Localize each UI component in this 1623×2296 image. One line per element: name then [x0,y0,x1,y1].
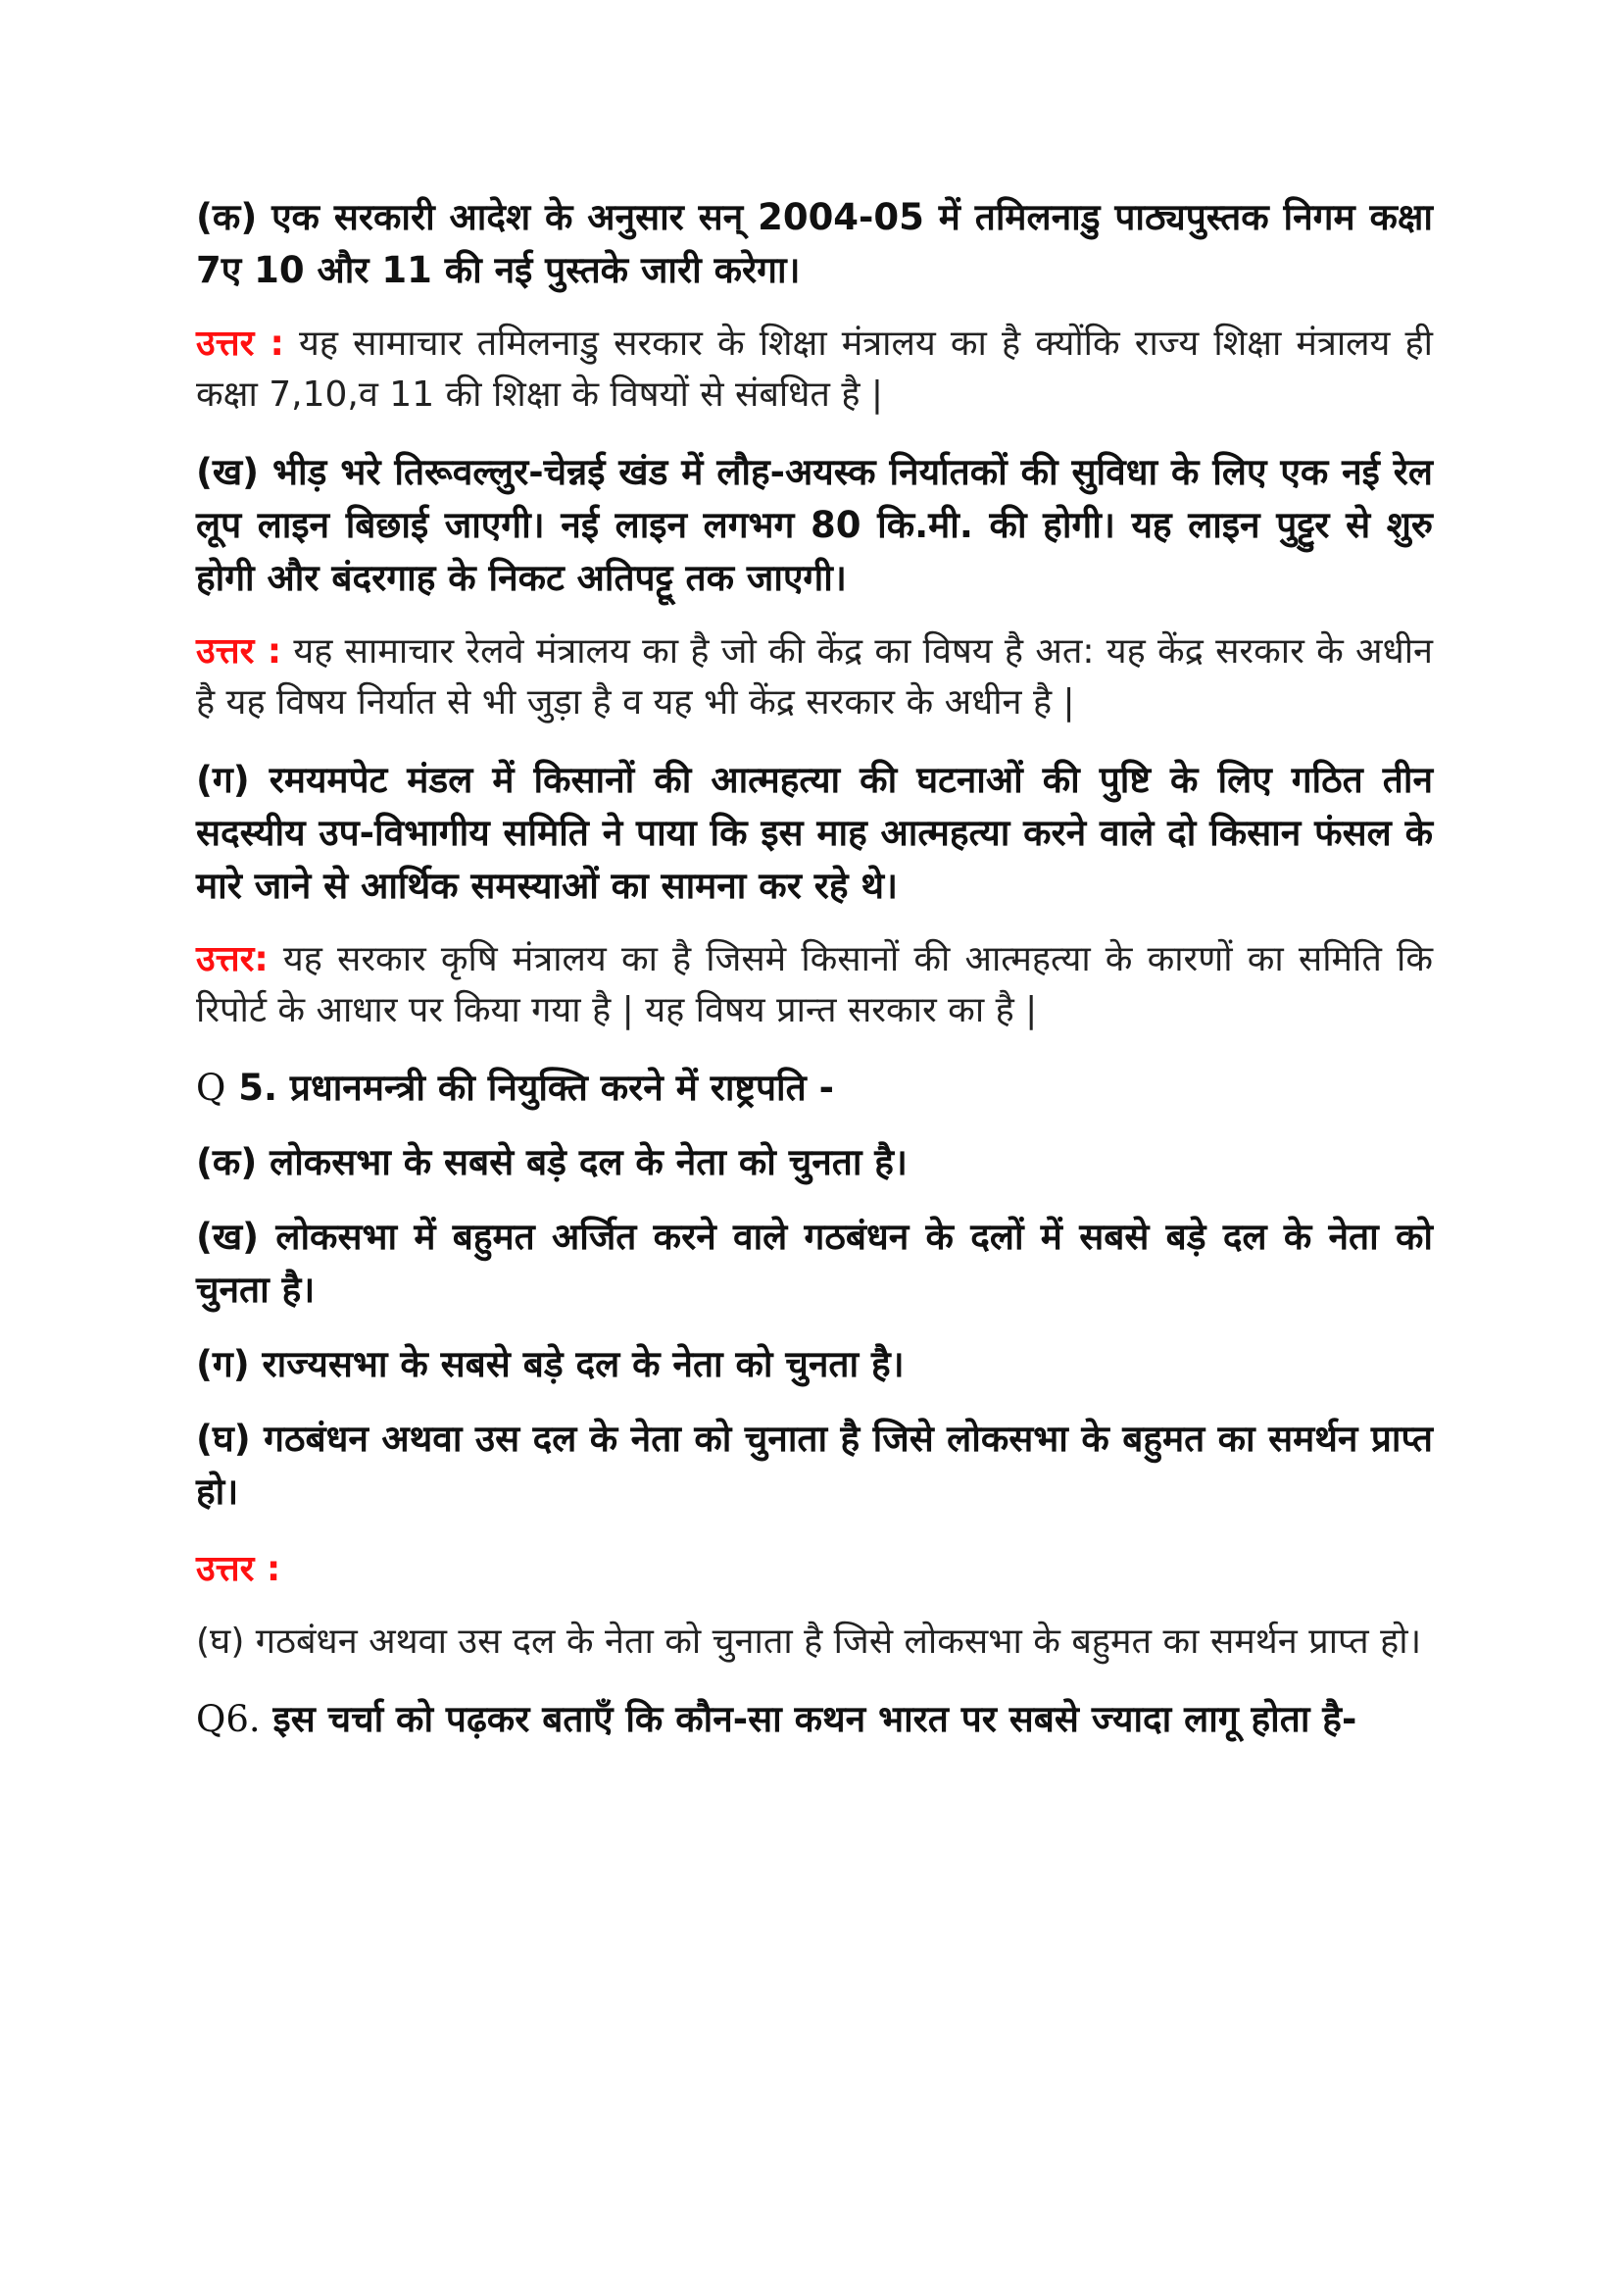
answer-text: यह सामाचार रेलवे मंत्रालय का है जो की केंद्र का विषय है अत: यह केंद्र सरकार के अधीन है यह विषय निर्यात से भी जुड़ा है व यह भी केंद्र सरकार के अधीन है | [196,631,1434,723]
option-kha: (ख) लोकसभा में बहुमत अर्जित करने वाले गठबंधन के दलों में सबसे बड़े दल के नेता को चुनता है। [196,1216,1433,1311]
answer-ga [196,934,1433,1036]
question-kha: (ख) भीड़ भरे तिरूवल्लुर-चेन्नई खंड में लौह-अयस्क निर्यातकों की सुविधा के लिए एक नई रेल लूप लाइन बिछाई जाएगी। नई लाइन लगभग 80 कि.मी. की होगी। यह लाइन पुट्टुर से शुरु होगी और बंदरगाह के निकट अतिपट्टू तक जाएगी। [196,451,1433,599]
option-ka: (क) लोकसभा के सबसे बड़े दल के नेता को चुनता है। [196,1141,908,1183]
question-title-text: 5. प्रधानमन्त्री की नियुक्ति करने में राष्ट्रपति - [238,1067,834,1109]
document-page [196,191,1433,1746]
answer-ka [196,319,1433,421]
answer-kha [196,626,1433,728]
answer-5-text: (घ) गठबंधन अथवा उस दल के नेता को चुनाता है जिसे लोकसभा के बहुमत का समर्थन प्राप्त हो। [196,1622,1422,1662]
question-ga: (ग) रमयमपेट मंडल में किसानों की आत्महत्या की घटनाओं की पुष्टि के लिए गठित तीन सदस्यीय उप-विभागीय समिति ने पाया कि इस माह आत्महत्या करने वाले दो किसान फंसल के मारे जाने से आर्थिक समस्याओं का सामना कर रहे थे। [196,759,1433,907]
answer-label: उत्तर : [196,324,284,364]
option-gha: (घ) गठबंधन अथवा उस दल के नेता को चुनाता है जिसे लोकसभा के बहुमत का समर्थन प्राप्त हो। [196,1418,1433,1513]
question-6-title [196,1693,1433,1746]
option-ga: (ग) राज्यसभा के सबसे बड़े दल के नेता को चुनता है। [196,1343,905,1385]
answer-text: यह सामाचार तमिलनाडु सरकार के शिक्षा मंत्रालय का है क्योंकि राज्य शिक्षा मंत्रालय ही कक्षा 7,10,व 11 की शिक्षा के विषयों से संबधित है | [196,324,1433,415]
question-ka: (क) एक सरकारी आदेश के अनुसार सन् 2004-05 में तमिलनाडु पाठ्यपुस्तक निगम कक्षा 7ए 10 और 11 की नई पुस्तके जारी करेगा। [196,196,1433,291]
answer-5-label [196,1544,1433,1595]
answer-label: उत्तर: [196,939,269,979]
question-number: Q [196,1067,226,1109]
answer-text: यह सरकार कृषि मंत्रालय का है जिसमे किसानों की आत्महत्या के कारणों का समिति कि रिपोर्ट के आधार पर किया गया है | यह विषय प्रान्त सरकार का है | [196,939,1434,1030]
question-number: Q6. [196,1698,261,1740]
answer-label: उत्तर : [196,631,282,672]
question-5-title [196,1062,1433,1115]
answer-label: उत्तर : [196,1549,281,1589]
question-title-text: इस चर्चा को पढ़कर बताएँ कि कौन-सा कथन भारत पर सबसे ज्यादा लागू होता है- [272,1698,1357,1740]
